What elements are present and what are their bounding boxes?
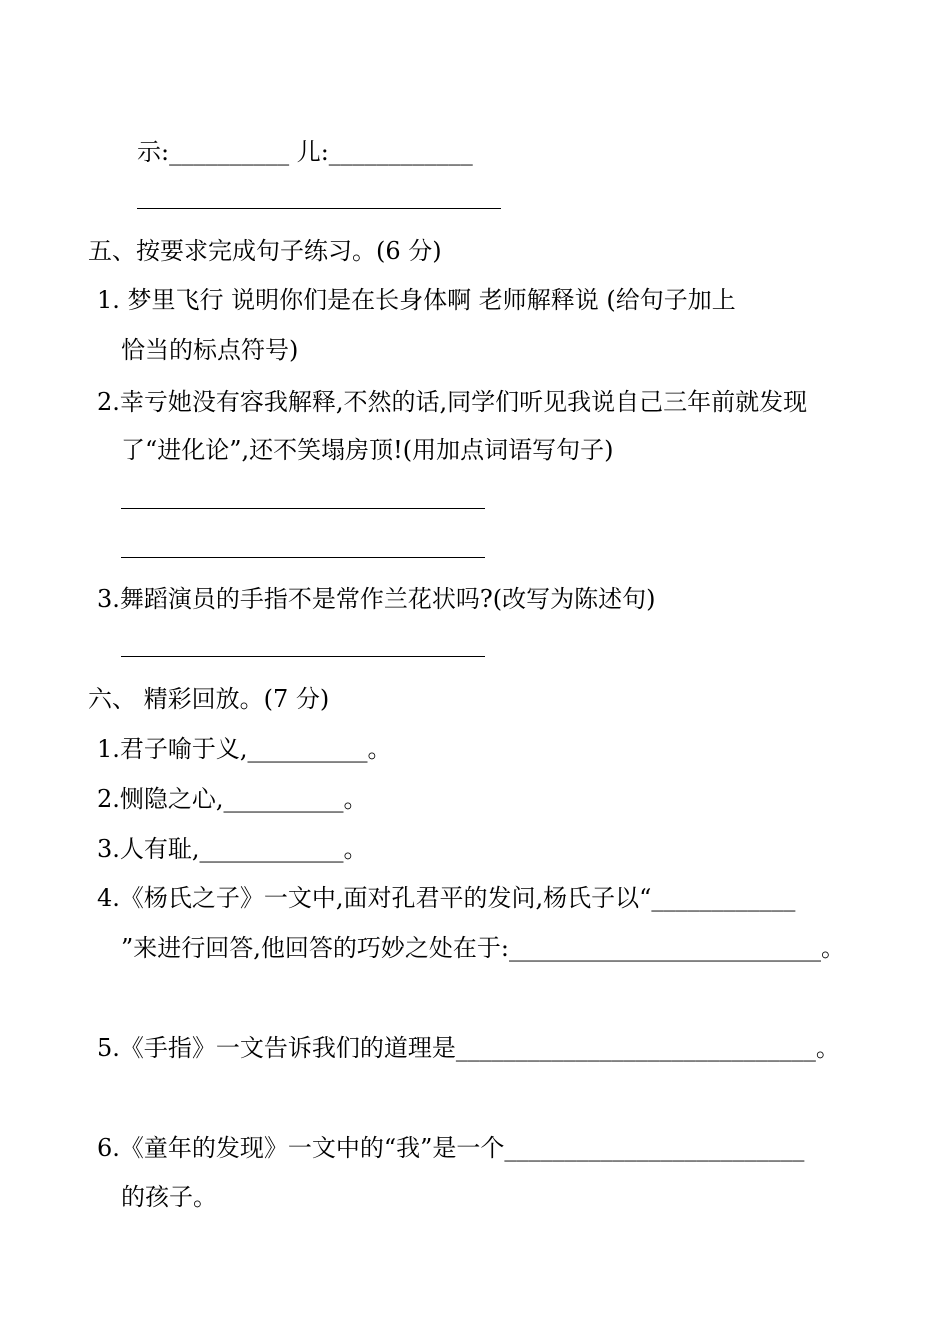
section6-q1: 1.君子喻于义,__________。	[97, 735, 392, 763]
answer-underline	[121, 508, 485, 509]
answer-underline	[121, 557, 485, 558]
section5-q1-line1: 1. 梦里飞行 说明你们是在长身体啊 老师解释说 (给句子加上	[97, 286, 736, 314]
answer-underline	[121, 656, 485, 657]
section5-q3-line1: 3.舞蹈演员的手指不是常作兰花状吗?(改写为陈述句)	[97, 585, 656, 613]
section6-heading: 六、 精彩回放。(7 分)	[88, 685, 330, 713]
section5-heading: 五、按要求完成句子练习。(6 分)	[88, 237, 442, 265]
section5-q2-line1: 2.幸亏她没有容我解释,不然的话,同学们听见我说自己三年前就发现	[97, 388, 808, 416]
section6-q4-line1: 4.《杨氏之子》一文中,面对孔君平的发问,杨氏子以“____________	[97, 884, 796, 912]
section6-q6-line1: 6.《童年的发现》一文中的“我”是一个_________________________	[97, 1134, 805, 1162]
section6-q4-line2: ”来进行回答,他回答的巧妙之处在于:__________________________。	[121, 934, 845, 962]
section5-q1-line2: 恰当的标点符号)	[121, 336, 299, 364]
section6-q2: 2.恻隐之心,__________。	[97, 785, 368, 813]
section6-q5: 5.《手指》一文告诉我们的道理是______________________________。	[97, 1034, 840, 1062]
section5-q2-line2: 了“进化论”,还不笑塌房顶!(用加点词语写句子)	[121, 436, 614, 464]
fill-line-shi-er: 示:__________ 儿:____________	[137, 138, 473, 166]
section6-q6-line2: 的孩子。	[121, 1183, 217, 1211]
answer-underline	[137, 208, 501, 209]
section6-q3: 3.人有耻,____________。	[97, 835, 368, 863]
